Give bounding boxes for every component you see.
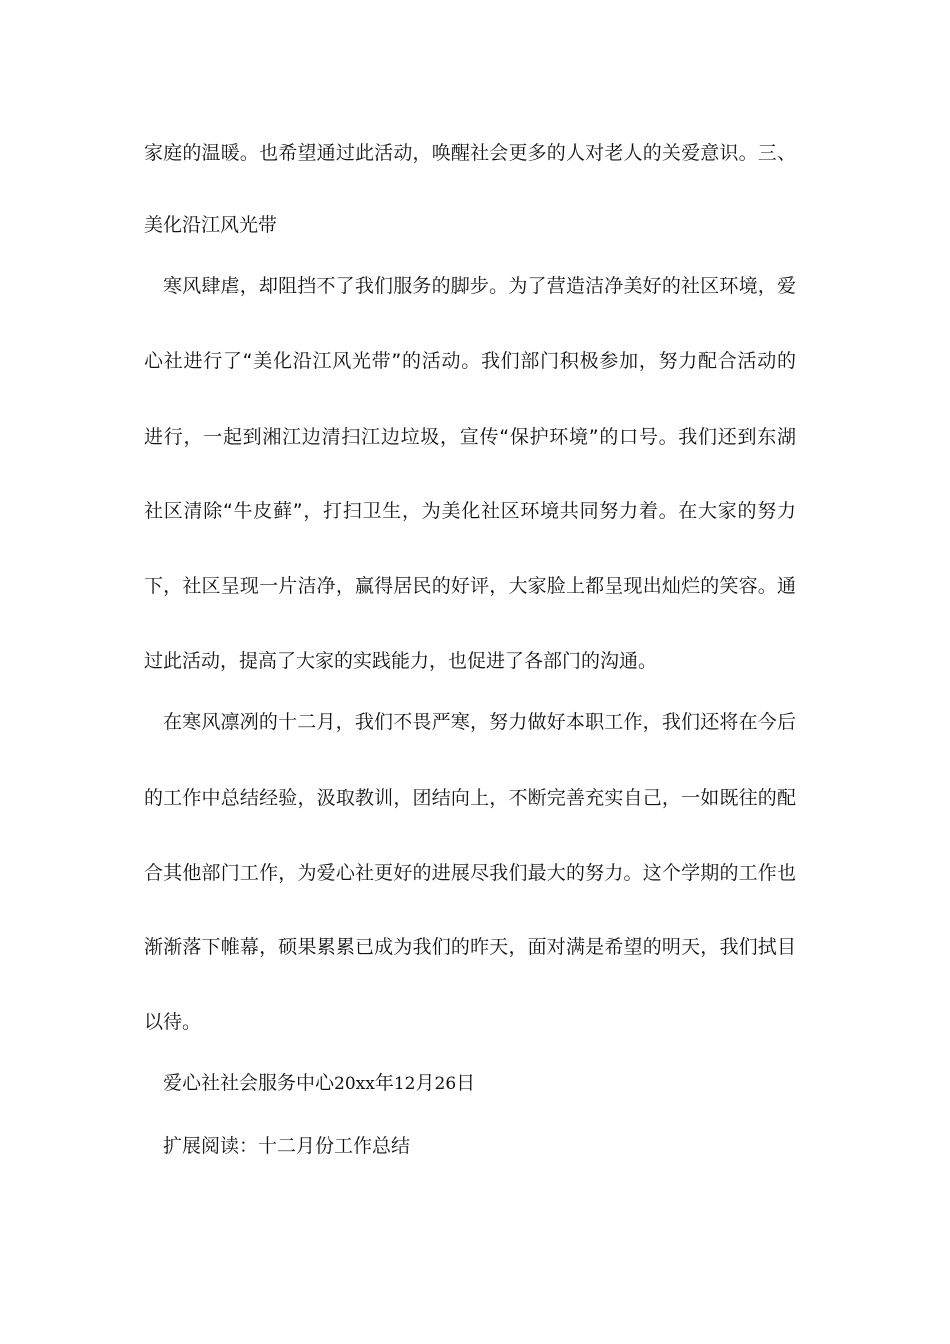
signature-month-unit: 月: [415, 1072, 435, 1094]
body-text-line: 心社进行了“美化沿江风光带”的活动。我们部门积极参加，努力配合活动的: [144, 350, 796, 372]
signature-line: [163, 1070, 475, 1097]
body-text-line: 寒风肆虐，却阻挡不了我们服务的脚步。为了营造洁净美好的社区环境，爱: [163, 275, 796, 297]
signature-day: 26: [434, 1074, 457, 1094]
body-text-line: 社区清除“牛皮藓”，打扫卫生，为美化社区环境共同努力着。在大家的努力: [144, 500, 796, 522]
signature-org: 爱心社社会服务中心: [163, 1072, 335, 1094]
body-text-line: 渐渐落下帷幕，硕果累累已成为我们的昨天，面对满是希望的明天，我们拭目: [144, 936, 796, 958]
body-text-line: 在寒风凛冽的十二月，我们不畏严寒，努力做好本职工作，我们还将在今后: [163, 711, 796, 733]
signature-day-unit: 日: [456, 1072, 476, 1094]
body-text-line: 进行，一起到湘江边清扫江边垃圾，宣传“保护环境”的口号。我们还到东湖: [144, 426, 796, 448]
signature-year-unit: 年: [374, 1072, 394, 1094]
body-text-line: 家庭的温暖。也希望通过此活动，唤醒社会更多的人对老人的关爱意识。三、: [144, 142, 796, 164]
body-text-line: 合其他部门工作，为爱心社更好的进展尽我们最大的努力。这个学期的工作也: [144, 862, 796, 884]
body-text-line: 过此活动，提高了大家的实践能力，也促进了各部门的沟通。: [144, 650, 658, 672]
body-text-line: 的工作中总结经验，汲取教训，团结向上，不断完善充实自己，一如既往的配: [144, 787, 796, 809]
body-text-line: 以待。: [144, 1011, 202, 1033]
signature-year: 20xx: [334, 1074, 375, 1094]
body-text-line: 下，社区呈现一片洁净，赢得居民的好评，大家脸上都呈现出灿烂的笑容。通: [144, 575, 796, 597]
signature-month: 12: [393, 1074, 416, 1094]
section-heading: 美化沿江风光带: [144, 214, 278, 236]
extended-reading: 扩展阅读：十二月份工作总结: [163, 1135, 411, 1157]
